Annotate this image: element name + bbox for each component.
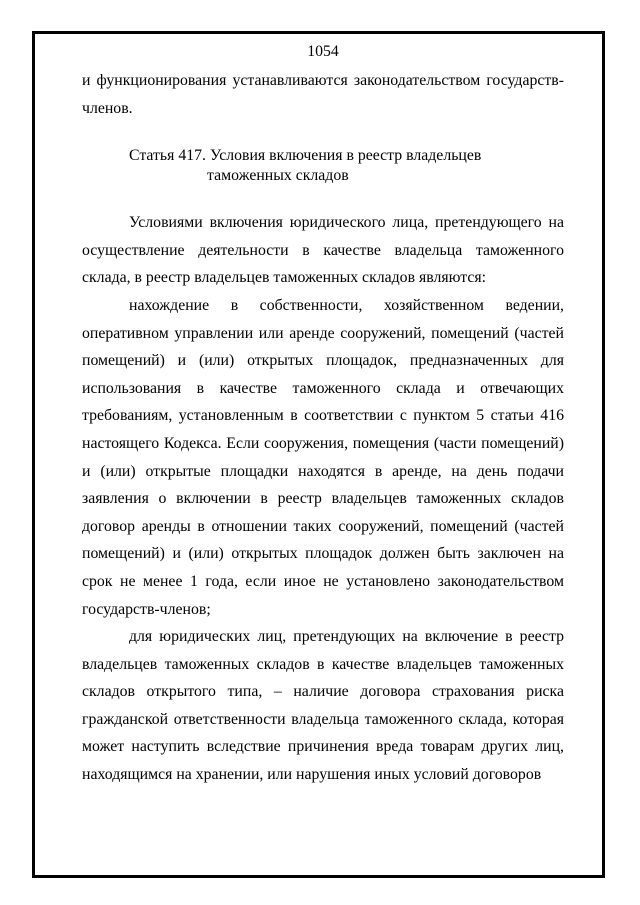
article-heading	[82, 146, 564, 186]
body-paragraph-2: нахождение в собственности, хозяйственном ведении, оперативном управлении или аренде сооружений, помещений (частей помещений) и (или) открытых площадок, предназначенных для использования в качестве таможенного склада и отвечающих требованиям, установленным в соответствии с пунктом 5 статьи 416 настоящего Кодекса. Если сооружения, помещения (части помещений) и (или) открытые площадки находятся в аренде, на день подачи заявления о включении в реестр владельцев таможенных складов договор аренды в отношении таких сооружений, помещений (частей помещений) и (или) открытых площадок должен быть заключен на срок не менее 1 года, если иное не установлено законодательством государств-членов;	[82, 296, 564, 618]
article-heading-line-1: Статья 417. Условия включения в реестр владельцев	[129, 147, 482, 165]
page-frame	[32, 31, 605, 878]
body-paragraph-3: для юридических лиц, претендующих на включение в реестр владельцев таможенных складов в качестве владельцев таможенных складов открытого типа, – наличие договора страхования риска гражданской ответственности владельца таможенного склада, которая может наступить вследствие причинения вреда товарам других лиц, находящимся на хранении, или нарушения иных условий договоров	[82, 628, 564, 784]
page-number: 1054	[307, 43, 339, 60]
article-heading-line-2: таможенных складов	[207, 167, 349, 185]
continuation-paragraph: и функционирования устанавливаются законодательством государств-членов.	[82, 72, 564, 117]
body-paragraph-1: Условиями включения юридического лица, претендующего на осуществление деятельности в качестве владельца таможенного склада, в реестр владельцев таможенных складов являются:	[82, 214, 564, 287]
